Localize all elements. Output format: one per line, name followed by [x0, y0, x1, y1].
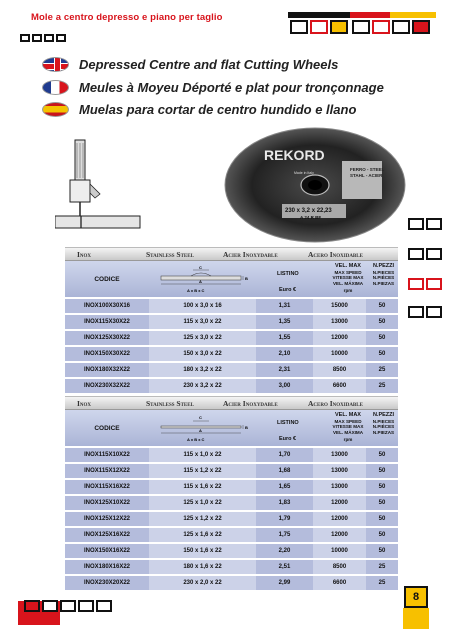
- cell-product-code: INOX180X16X22: [65, 560, 149, 574]
- listino-header: LISTINO: [277, 271, 299, 277]
- page-number-bar: [403, 608, 429, 629]
- right-deco-squares-mid: [408, 248, 442, 260]
- cell-price: 1,75: [256, 528, 313, 542]
- cell-max-speed: 13000: [313, 448, 366, 462]
- svg-text:A x B x C: A x B x C: [187, 288, 205, 293]
- cell-pieces: 50: [366, 496, 398, 510]
- fr-flag-icon: [42, 80, 69, 95]
- table-body: [65, 299, 398, 395]
- table-row: [65, 379, 398, 395]
- cell-price: 2,20: [256, 544, 313, 558]
- cell-dimensions: 230 x 3,2 x 22: [149, 379, 256, 393]
- table-row: [65, 299, 398, 315]
- svg-text:A: A: [199, 428, 202, 433]
- table-row: [65, 448, 398, 464]
- cell-product-code: INOX125X10X22: [65, 496, 149, 510]
- table-row: [65, 464, 398, 480]
- table-row: [65, 331, 398, 347]
- cell-dimensions: 150 x 3,0 x 22: [149, 347, 256, 361]
- cell-pieces: 50: [366, 544, 398, 558]
- title-line-spanish: Muelas para cortar de centro hundido e llano: [42, 102, 356, 117]
- table-row: [65, 315, 398, 331]
- cell-max-speed: 8500: [313, 363, 366, 377]
- cell-product-code: INOX115X16X22: [65, 480, 149, 494]
- cell-product-code: INOX125X12X22: [65, 512, 149, 526]
- cutting-disc-photo: [222, 126, 408, 244]
- cell-max-speed: 8500: [313, 560, 366, 574]
- table-row: [65, 347, 398, 363]
- cell-product-code: INOX100X30X16: [65, 299, 149, 313]
- cell-pieces: 50: [366, 512, 398, 526]
- cell-price: 3,00: [256, 379, 313, 393]
- max-speed-header: VEL. MAX MAX SPEED VITESSE MAX VEL. MÁXIMA: [332, 263, 364, 286]
- rpm-header: rpm: [343, 437, 353, 442]
- page-header-title: Mole a centro depresso e piano per taglio: [31, 12, 223, 23]
- cell-product-code: INOX150X16X22: [65, 544, 149, 558]
- es-flag-icon: [42, 102, 69, 117]
- svg-text:B: B: [245, 276, 248, 281]
- cell-dimensions: 180 x 3,2 x 22: [149, 363, 256, 377]
- cell-price: 2,10: [256, 347, 313, 361]
- svg-text:B: B: [245, 425, 248, 430]
- cell-price: 1,83: [256, 496, 313, 510]
- cell-pieces: 50: [366, 331, 398, 345]
- disc-brand-text: REKORD: [264, 147, 325, 163]
- pieces-header: N.PEZZI N.PIECES N.PIÈCES N.PIEZAS: [372, 263, 395, 286]
- right-deco-squares-red: [408, 278, 442, 290]
- cell-price: 2,99: [256, 576, 313, 590]
- cell-max-speed: 13000: [313, 464, 366, 478]
- table-row: [65, 576, 398, 592]
- pieces-header: N.PEZZI N.PIECES N.PIÈCES N.PIEZAS: [372, 412, 395, 435]
- cell-product-code: INOX230X20X22: [65, 576, 149, 590]
- cell-product-code: INOX150X30X22: [65, 347, 149, 361]
- table-column-header: [65, 261, 398, 299]
- table-heading-bar: Inox Stainless Steel Acier Inoxydable Acero Inoxidable: [65, 396, 398, 410]
- svg-text:C: C: [199, 265, 202, 270]
- cell-price: 1,70: [256, 448, 313, 462]
- cell-pieces: 50: [366, 480, 398, 494]
- header-deco-squares: [20, 34, 66, 42]
- svg-text:STAHL - ACIER: STAHL - ACIER: [350, 173, 383, 178]
- cell-dimensions: 125 x 1,0 x 22: [149, 496, 256, 510]
- table-row: [65, 544, 398, 560]
- cell-pieces: 25: [366, 576, 398, 590]
- top-right-decoration: [288, 10, 438, 40]
- uk-flag-icon: [42, 57, 69, 72]
- cell-product-code: INOX230X32X22: [65, 379, 149, 393]
- product-table-3mm: [65, 247, 398, 395]
- table-row: [65, 560, 398, 576]
- cell-max-speed: 12000: [313, 512, 366, 526]
- cell-dimensions: 150 x 1,6 x 22: [149, 544, 256, 558]
- svg-text:C: C: [199, 415, 202, 420]
- cell-dimensions: 125 x 1,6 x 22: [149, 528, 256, 542]
- cell-dimensions: 115 x 3,0 x 22: [149, 315, 256, 329]
- cell-price: 1,79: [256, 512, 313, 526]
- cell-max-speed: 12000: [313, 331, 366, 345]
- svg-text:A: A: [199, 279, 202, 284]
- cell-max-speed: 15000: [313, 299, 366, 313]
- cell-price: 2,51: [256, 560, 313, 574]
- cell-price: 1,35: [256, 315, 313, 329]
- table-row: [65, 512, 398, 528]
- svg-text:Made in Italy: Made in Italy: [294, 171, 314, 175]
- cell-dimensions: 125 x 1,2 x 22: [149, 512, 256, 526]
- max-speed-header: VEL. MAX MAX SPEED VITESSE MAX VEL. MÁXIMA: [332, 412, 364, 435]
- svg-text:FERRO - STEEL: FERRO - STEEL: [350, 167, 385, 172]
- cell-pieces: 50: [366, 464, 398, 478]
- title-line-english: Depressed Centre and flat Cutting Wheels: [42, 57, 338, 72]
- cell-pieces: 25: [366, 379, 398, 393]
- cell-pieces: 25: [366, 363, 398, 377]
- cell-dimensions: 115 x 1,0 x 22: [149, 448, 256, 462]
- cell-max-speed: 6600: [313, 576, 366, 590]
- listino-header: LISTINO: [277, 420, 299, 426]
- cell-pieces: 50: [366, 448, 398, 462]
- cell-pieces: 50: [366, 315, 398, 329]
- bottom-deco-squares: [24, 600, 112, 612]
- disc-dimension-diagram: [151, 413, 251, 445]
- cell-dimensions: 100 x 3,0 x 16: [149, 299, 256, 313]
- svg-text:A 24 R BF: A 24 R BF: [300, 215, 322, 220]
- codice-header: CODICE: [94, 276, 120, 283]
- cell-dimensions: 115 x 1,2 x 22: [149, 464, 256, 478]
- codice-header: CODICE: [94, 425, 120, 432]
- right-deco-squares-top: [408, 218, 442, 230]
- table-column-header: [65, 410, 398, 448]
- svg-text:A x B x C: A x B x C: [187, 437, 205, 442]
- cell-price: 2,31: [256, 363, 313, 377]
- cell-dimensions: 180 x 1,6 x 22: [149, 560, 256, 574]
- cell-max-speed: 12000: [313, 528, 366, 542]
- title-line-french: Meules à Moyeu Déporté e plat pour tronçonnage: [42, 80, 384, 95]
- rpm-header: rpm: [343, 288, 353, 293]
- cell-max-speed: 6600: [313, 379, 366, 393]
- cell-pieces: 50: [366, 299, 398, 313]
- table-row: [65, 480, 398, 496]
- disc-dimension-diagram: [151, 264, 251, 296]
- cell-max-speed: 13000: [313, 315, 366, 329]
- product-table-thin: [65, 396, 398, 592]
- cell-dimensions: 115 x 1,6 x 22: [149, 480, 256, 494]
- cell-pieces: 25: [366, 560, 398, 574]
- cell-dimensions: 230 x 2,0 x 22: [149, 576, 256, 590]
- cell-max-speed: 10000: [313, 544, 366, 558]
- table-row: [65, 496, 398, 512]
- cell-product-code: INOX125X30X22: [65, 331, 149, 345]
- right-deco-squares-low: [408, 306, 442, 318]
- cell-max-speed: 13000: [313, 480, 366, 494]
- table-body: [65, 448, 398, 592]
- cell-price: 1,55: [256, 331, 313, 345]
- table-row: [65, 528, 398, 544]
- cell-pieces: 50: [366, 347, 398, 361]
- table-row: [65, 363, 398, 379]
- page-number: 8: [404, 586, 428, 608]
- euro-header: Euro €: [279, 287, 297, 293]
- cell-product-code: INOX115X10X22: [65, 448, 149, 462]
- table-heading-bar: Inox Stainless Steel Acier Inoxydable Acero Inoxidable: [65, 247, 398, 261]
- cell-price: 1,68: [256, 464, 313, 478]
- cell-pieces: 50: [366, 528, 398, 542]
- svg-text:230 x 3,2 x 22,23: 230 x 3,2 x 22,23: [285, 208, 332, 214]
- euro-header: Euro €: [279, 436, 297, 442]
- cell-max-speed: 12000: [313, 496, 366, 510]
- cell-product-code: INOX125X16X22: [65, 528, 149, 542]
- cell-max-speed: 10000: [313, 347, 366, 361]
- cell-price: 1,65: [256, 480, 313, 494]
- cell-product-code: INOX180X32X22: [65, 363, 149, 377]
- grinder-cut-illustration: [55, 138, 145, 238]
- cell-price: 1,31: [256, 299, 313, 313]
- cell-product-code: INOX115X12X22: [65, 464, 149, 478]
- cell-dimensions: 125 x 3,0 x 22: [149, 331, 256, 345]
- cell-product-code: INOX115X30X22: [65, 315, 149, 329]
